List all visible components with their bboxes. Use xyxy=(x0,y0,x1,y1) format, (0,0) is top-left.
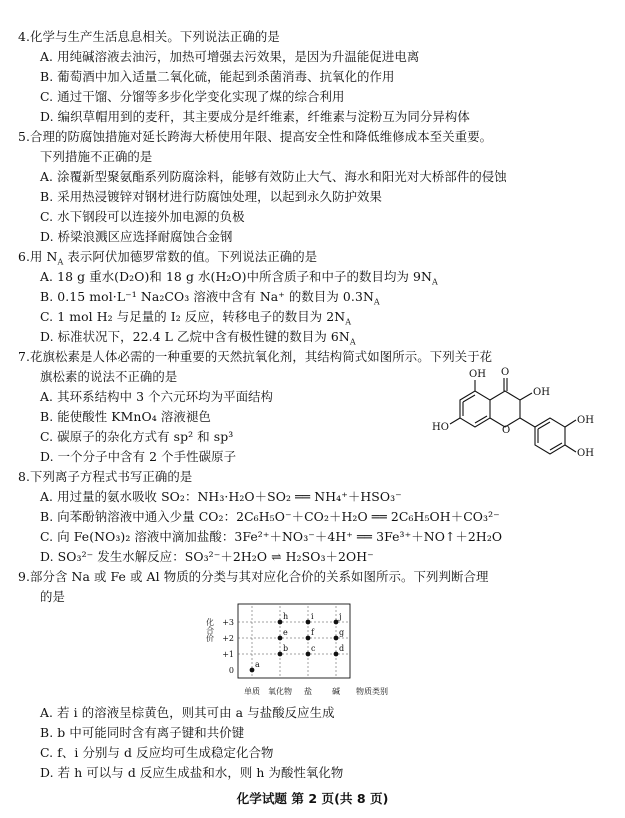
y-tick-label: 0 xyxy=(228,666,234,675)
data-point-label-e: e xyxy=(283,628,288,637)
data-point-label-b: b xyxy=(283,644,289,653)
oh-label-4p: OH xyxy=(577,448,594,457)
data-point-label-h: h xyxy=(283,612,289,621)
q4-option-a: A. 用纯碱溶液去油污，加热可增强去污效果，是因为升温能促进电离 xyxy=(40,49,420,64)
oh-label-3p: OH xyxy=(577,415,594,426)
q6-option-b xyxy=(40,289,380,305)
q9-option-d: D. 若 h 可以与 d 反应生成盐和水，则 h 为酸性氧化物 xyxy=(40,765,344,780)
ring-a-double-bonds xyxy=(463,395,487,423)
data-point-j xyxy=(334,620,339,625)
data-point-h xyxy=(278,620,283,625)
data-point-f xyxy=(306,636,311,641)
y-tick-label: +1 xyxy=(222,650,234,659)
q4-option-c: C. 通过干馏、分馏等多步化学变化实现了煤的综合利用 xyxy=(40,89,345,104)
q5-option-a: A. 涂覆新型聚氨酯系列防腐涂料，能够有效防止大气、海水和阳光对大桥部件的侵蚀 xyxy=(40,169,507,184)
q8-option-d: D. SO₃²⁻ 发生水解反应：SO₃²⁻＋2H₂O ⇌ H₂SO₃＋2OH⁻ xyxy=(40,549,374,564)
data-point-c xyxy=(306,652,311,657)
y-axis-label: 化合价 xyxy=(205,618,215,642)
q7-option-a: A. 其环系结构中 3 个六元环均为平面结构 xyxy=(40,389,274,404)
q5-option-d: D. 桥梁浪溅区应选择耐腐蚀合金钢 xyxy=(40,229,233,244)
ring-b xyxy=(535,418,565,454)
q9-option-c: C. f、i 分别与 d 反应均可生成稳定化合物 xyxy=(40,745,274,760)
q6-option-c-sub: A xyxy=(345,317,352,327)
q5-stem-line2: 下列措施不正确的是 xyxy=(40,149,153,164)
q6-option-a-sub: A xyxy=(431,277,438,287)
q6-option-a xyxy=(40,269,438,285)
q8-option-a: A. 用过量的氨水吸收 SO₂：NH₃·H₂O＋SO₂ ══ NH₄⁺＋HSO₃⁻ xyxy=(40,489,402,504)
x-category-label: 氧化物 xyxy=(268,687,292,696)
ring-o-label: O xyxy=(502,425,511,436)
data-point-a xyxy=(250,668,255,673)
q9-stem-line2: 的是 xyxy=(40,589,65,604)
q9-option-a: A. 若 i 的溶液呈棕黄色，则其可由 a 与盐酸反应生成 xyxy=(40,705,335,720)
oh-label-3: OH xyxy=(533,387,550,398)
data-point-label-a: a xyxy=(255,660,260,669)
q8-option-b: B. 向苯酚钠溶液中通入少量 CO₂：2C₆H₅O⁻＋CO₂＋H₂O ══ 2C₆H₅OH＋CO₃²⁻ xyxy=(40,509,500,524)
q6-stem-post: 表示阿伏加德罗常数的值。下列说法正确的是 xyxy=(63,249,318,264)
link-bond xyxy=(520,418,535,427)
x-axis-label: 物质类别 xyxy=(356,687,388,696)
q6-option-a-text: A. 18 g 重水(D₂O)和 18 g 水(H₂O)中所含质子和中子的数目均为 9N xyxy=(40,269,432,284)
y-tick-label: +2 xyxy=(222,634,234,643)
q6-option-d xyxy=(40,329,356,345)
q5-option-c: C. 水下钢段可以连接外加电源的负极 xyxy=(40,209,245,224)
taxifolin-structure xyxy=(430,362,620,457)
data-point-label-f: f xyxy=(311,628,314,637)
data-point-label-c: c xyxy=(311,644,316,653)
q6-option-d-text: D. 标准状况下，22.4 L 乙烷中含有极性键的数目为 6N xyxy=(40,329,350,344)
data-point-label-g: g xyxy=(339,628,345,637)
y-tick-label: +3 xyxy=(222,618,234,627)
q6-option-c xyxy=(40,309,351,325)
data-point-b xyxy=(278,652,283,657)
data-point-d xyxy=(334,652,339,657)
hydroxy-bond-3p xyxy=(565,420,576,427)
q4-stem: 4.化学与生产生活息息相关。下列说法正确的是 xyxy=(18,29,280,44)
x-category-label: 盐 xyxy=(304,687,312,696)
ring-a xyxy=(460,391,490,427)
data-point-label-j: j xyxy=(339,612,342,621)
q6-option-c-text: C. 1 mol H₂ 与足量的 I₂ 反应，转移电子的数目为 2N xyxy=(40,309,346,324)
carbonyl-bond xyxy=(504,378,507,391)
data-point-label-d: d xyxy=(339,644,345,653)
q5-option-b: B. 采用热浸镀锌对钢材进行防腐蚀处理，以起到永久防护效果 xyxy=(40,189,383,204)
ring-b-double-bonds xyxy=(538,422,562,450)
hydroxy-bond-3 xyxy=(520,393,532,400)
q6-option-d-sub: A xyxy=(349,337,356,347)
q8-stem: 8.下列离子方程式书写正确的是 xyxy=(18,469,193,484)
q7-option-d: D. 一个分子中含有 2 个手性碳原子 xyxy=(40,449,237,464)
q9-option-b: B. b 中可能同时含有离子键和共价键 xyxy=(40,725,245,740)
q7-option-c: C. 碳原子的杂化方式有 sp² 和 sp³ xyxy=(40,429,234,444)
q8-option-c: C. 向 Fe(NO₃)₂ 溶液中滴加盐酸：3Fe²⁺＋NO₃⁻＋4H⁺ ══ 3Fe³⁺＋NO↑＋2H₂O xyxy=(40,529,503,544)
q9-stem-line1: 9.部分含 Na 或 Fe 或 Al 物质的分类与其对应化合价的关系如图所示。下列判断合理 xyxy=(18,569,489,584)
q6-option-b-sub: A xyxy=(373,297,380,307)
hydroxy-bond-7 xyxy=(450,418,460,424)
x-category-label: 单质 xyxy=(244,687,260,696)
q4-option-b: B. 葡萄酒中加入适量二氧化硫，能起到杀菌消毒、抗氧化的作用 xyxy=(40,69,395,84)
x-category-label: 碱 xyxy=(332,687,340,696)
data-point-e xyxy=(278,636,283,641)
ho-label-7: HO xyxy=(432,422,449,433)
ring-c xyxy=(490,391,520,427)
q5-stem-line1: 5.合理的防腐蚀措施对延长跨海大桥使用年限、提高安全性和降低维修成本至关重要。 xyxy=(18,129,493,144)
q6-stem xyxy=(18,249,317,265)
hydroxy-bond-4p xyxy=(565,445,576,452)
q7-stem-line1: 7.花旗松素是人体必需的一种重要的天然抗氧化剂，其结构简式如图所示。下列关于花 xyxy=(18,349,493,364)
carbonyl-o-label: O xyxy=(501,367,510,378)
data-point-g xyxy=(334,636,339,641)
page-footer: 化学试题 第 2 页(共 8 页) xyxy=(236,791,389,806)
q7-option-b: B. 能使酸性 KMnO₄ 溶液褪色 xyxy=(40,409,211,424)
q6-stem-sub: A xyxy=(57,257,64,267)
q7-stem-line2: 旗松素的说法不正确的是 xyxy=(40,369,178,384)
valence-category-chart xyxy=(200,600,415,700)
data-point-i xyxy=(306,620,311,625)
q6-stem-pre: 6.用 N xyxy=(18,249,58,264)
q6-option-b-text: B. 0.15 mol·L⁻¹ Na₂CO₃ 溶液中含有 Na⁺ 的数目为 0.3N xyxy=(40,289,374,304)
oh-label-5: OH xyxy=(469,369,486,380)
q4-option-d: D. 编织草帽用到的麦秆，其主要成分是纤维素，纤维素与淀粉互为同分异构体 xyxy=(40,109,470,124)
data-point-label-i: i xyxy=(311,612,314,621)
